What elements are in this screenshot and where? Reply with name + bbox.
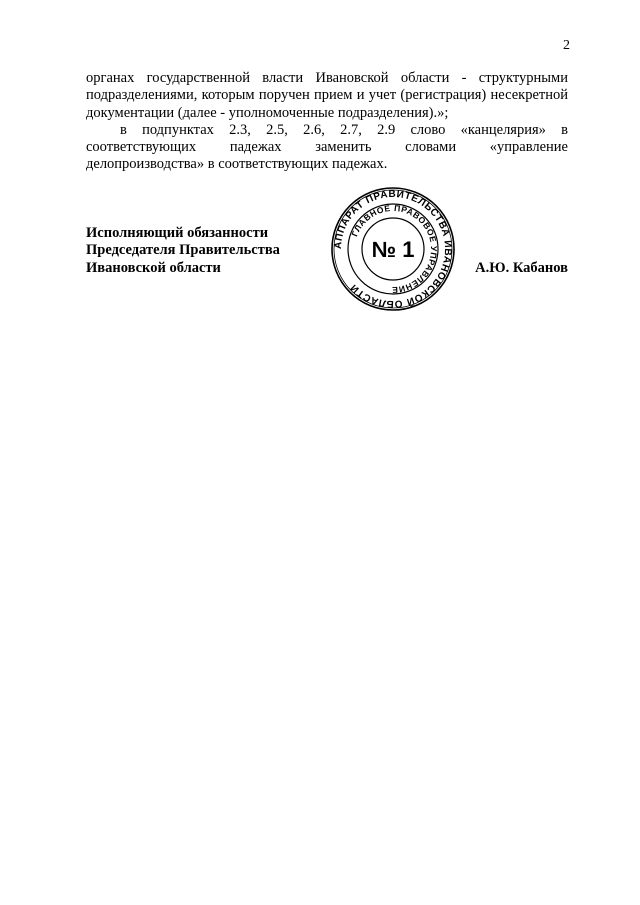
- signer-position-line: Ивановской области: [86, 259, 221, 276]
- document-body: [86, 70, 568, 174]
- body-paragraph-amendment: в подпунктах 2.3, 2.5, 2.6, 2.7, 2.9 слово «канцелярия» в соответствующих падежах заменить словами «управление делопроизводства» в соответствующих падежах.: [86, 121, 568, 173]
- signer-name: А.Ю. Кабанов: [475, 260, 568, 276]
- stamp-number: № 1: [371, 237, 415, 262]
- stamp-seal-graphic: [330, 186, 456, 312]
- page-number: 2: [563, 38, 570, 53]
- stamp-inner-ring-text: ГЛАВНОЕ ПРАВОВОЕ УПРАВЛЕНИЕ: [349, 202, 440, 296]
- signer-position-block: [86, 225, 280, 277]
- official-stamp: [330, 186, 456, 312]
- signer-position-line: Председателя Правительства: [86, 242, 280, 259]
- signer-position-line: Исполняющий обязанности: [86, 225, 269, 241]
- stamp-ring-text: АППАРАТ ПРАВИТЕЛЬСТВА ИВАНОВСКОЙ ОБЛАСТИ: [332, 188, 454, 310]
- body-paragraph-continuation: органах государственной власти Ивановской области - структурными подразделениями, которым поручен прием и учет (регистрация) несекретной документации (далее - уполномоченные подразделения).»;: [86, 70, 568, 121]
